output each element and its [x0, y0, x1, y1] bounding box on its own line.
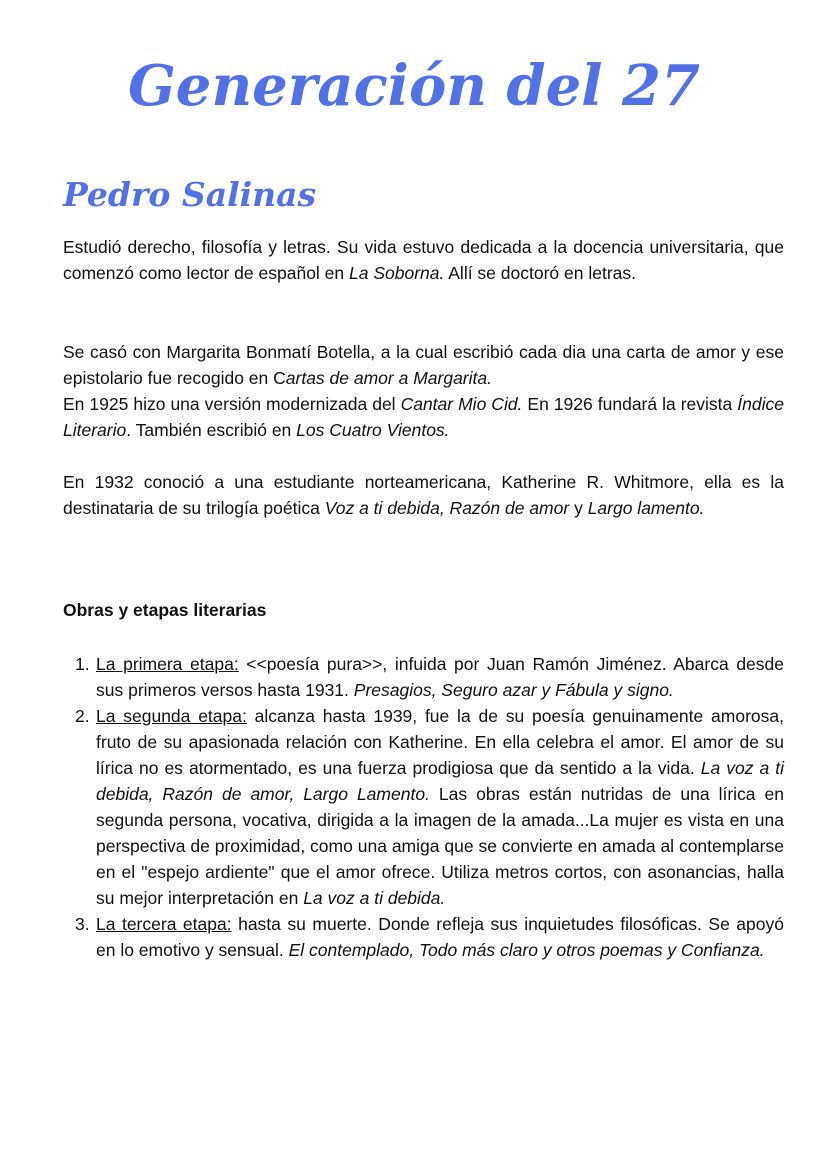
- stage-label: La primera etapa:: [96, 654, 239, 674]
- paragraph-text: . También escribió en: [126, 420, 297, 440]
- paragraph-text: Allí se doctoró en letras.: [444, 263, 636, 283]
- list-item: [63, 703, 784, 911]
- paragraph-katherine: [63, 469, 784, 521]
- paragraph-text: En 1932 conoció a una estudiante norteamericana, Katherine R. Whitmore, ella es la destinataria de su trilogía poética: [63, 472, 784, 518]
- paragraph-marriage: [63, 339, 784, 391]
- stage-label: La segunda etapa:: [96, 706, 247, 726]
- work-title: Índice Literario: [63, 394, 784, 440]
- page-title: Generación del 27: [127, 53, 700, 119]
- stage-text: <<poesía pura>>, infuida por Juan Ramón Jiménez. Abarca desde sus primeros versos hasta 1931.: [96, 654, 784, 700]
- list-number: 3.: [75, 914, 90, 934]
- stages-list: [63, 651, 784, 963]
- section-heading: Obras y etapas literarias: [63, 600, 267, 620]
- paragraph-text: y: [569, 498, 588, 518]
- paragraph-text: Estudió derecho, filosofía y letras. Su vida estuvo dedicada a la docencia universitaria, que comenzó como lector de español en: [63, 237, 784, 283]
- work-title: Cantar Mio Cid.: [400, 394, 523, 414]
- place-name: La Soborna.: [349, 263, 445, 283]
- list-item: [63, 911, 784, 963]
- biography-block-2: [63, 339, 784, 443]
- biography-block-1: [63, 234, 784, 286]
- work-title: Voz a ti debida, Razón de amor: [324, 498, 570, 518]
- list-number: 2.: [75, 706, 90, 726]
- stage-works: El contemplado, Todo más claro y otros poemas y Confianza.: [288, 940, 765, 960]
- paragraph-text: En 1925 hizo una versión modernizada del: [63, 394, 401, 414]
- stage-works: La voz a ti debida, Razón de amor, Largo Lamento.: [96, 758, 784, 804]
- author-heading: Pedro Salinas: [63, 175, 317, 214]
- stage-text: hasta su muerte. Donde refleja sus inquietudes filosóficas. Se apoyó en lo emotivo y sensual.: [96, 914, 784, 960]
- stage-text: alcanza hasta 1939, fue la de su poesía genuinamente amorosa, fruto de su apasionada relación con Katherine. En ella celebra el amor. El amor de su lírica no es atormentado, es una fuerza prodigiosa que da sentido a la vida.: [96, 706, 784, 778]
- list-item: [63, 651, 784, 703]
- work-title: Largo lamento.: [587, 498, 705, 518]
- stage-works: Presagios, Seguro azar y Fábula y signo.: [353, 680, 674, 700]
- list-number: 1.: [75, 654, 90, 674]
- paragraph-works: [63, 391, 784, 443]
- stage-works: La voz a ti debida.: [303, 888, 446, 908]
- stage-label: La tercera etapa:: [96, 914, 232, 934]
- paragraph-text: Se casó con Margarita Bonmatí Botella, a la cual escribió cada dia una carta de amor y ese epistolario fue recogido en C: [63, 342, 784, 388]
- stage-text: Las obras están nutridas de una lírica en segunda persona, vocativa, dirigida a la imagen de la amada...La mujer es vista en una perspectiva de proximidad, como una amiga que se convierte en amada al contemplarse en el "espejo ardiente" que el amor ofrece. Utiliza metros cortos, con asonancias, halla su mejor interpretación en: [96, 784, 784, 908]
- biography-block-3: [63, 469, 784, 521]
- paragraph-text: En 1926 fundará la revista: [522, 394, 738, 414]
- paragraph-studies: [63, 234, 784, 286]
- work-title: Los Cuatro Vientos.: [296, 420, 450, 440]
- work-title: artas de amor a Margarita.: [285, 368, 492, 388]
